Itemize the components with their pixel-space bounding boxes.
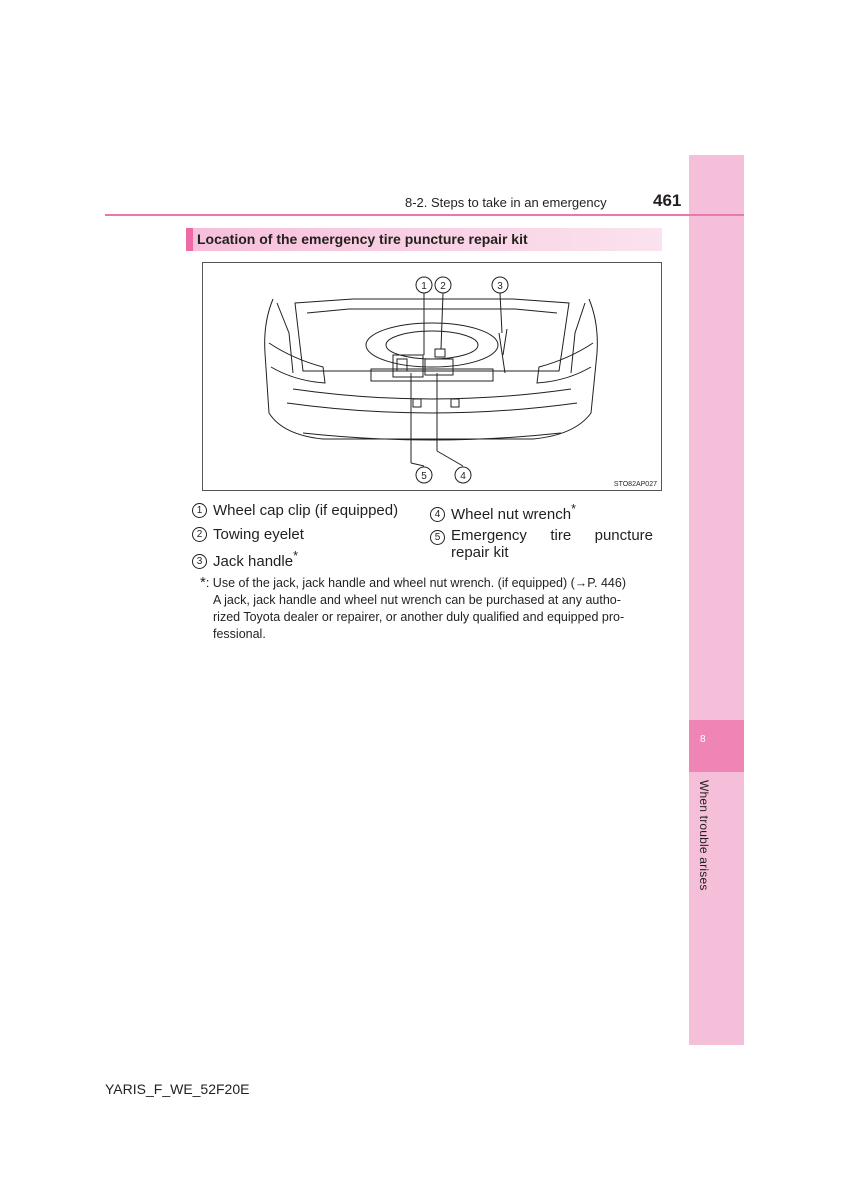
legend-item-2	[192, 526, 304, 543]
legend-label-line2: repair kit	[451, 544, 509, 561]
header-rule	[105, 214, 744, 216]
legend-num: 4	[430, 507, 445, 522]
footnote-line1: : Use of the jack, jack handle and wheel nut wrench. (if equipped) (→P. 446)	[205, 576, 626, 590]
footnote-line2: A jack, jack handle and wheel nut wrench can be purchased at any autho-	[213, 593, 621, 607]
footnote-line3: rized Toyota dealer or repairer, or another duly qualified and equipped pro-	[213, 610, 625, 624]
footer-doc-code: YARIS_F_WE_52F20E	[105, 1081, 250, 1097]
legend-label: Wheel nut wrench	[451, 506, 572, 523]
footnote-mark: *	[200, 574, 206, 591]
callout-2: 2	[440, 281, 446, 292]
footnote-line4: fessional.	[213, 627, 266, 641]
legend-num: 2	[192, 527, 207, 542]
chapter-number-tab[interactable]	[689, 720, 744, 772]
legend-num: 1	[192, 503, 207, 518]
chapter-title: When trouble arises	[697, 780, 711, 891]
legend-label: Jack handle	[213, 553, 294, 570]
page-number: 461	[653, 191, 682, 210]
legend-label-word: tire	[550, 527, 572, 544]
trunk-illustration	[202, 262, 662, 491]
legend-item-3	[192, 549, 298, 570]
chapter-side-tab	[689, 155, 744, 1045]
legend-item-4	[430, 502, 576, 523]
legend-item-1	[192, 502, 398, 519]
header-section-title: 8-2. Steps to take in an emergency	[405, 195, 607, 210]
legend-num: 3	[192, 554, 207, 569]
callout-1: 1	[421, 281, 427, 292]
asterisk-mark: *	[293, 549, 298, 563]
title-accent	[186, 228, 193, 251]
callout-3: 3	[497, 281, 503, 292]
legend-label-word: Emergency	[451, 527, 527, 544]
callout-5: 5	[421, 471, 427, 482]
legend-label: Towing eyelet	[213, 526, 304, 543]
footnote	[200, 574, 660, 643]
chapter-number: 8	[700, 734, 706, 745]
asterisk-mark: *	[571, 502, 576, 516]
legend-label: Wheel cap clip (if equipped)	[213, 502, 399, 519]
callout-4: 4	[460, 471, 466, 482]
section-title: Location of the emergency tire puncture repair kit	[197, 231, 528, 247]
figure-code: STO82AP027	[613, 481, 657, 488]
section-title-bar	[186, 228, 662, 251]
legend-label-word: puncture	[594, 527, 653, 544]
legend-item-5	[430, 527, 653, 561]
legend-num: 5	[430, 530, 445, 545]
car-trunk-drawing	[203, 263, 661, 490]
